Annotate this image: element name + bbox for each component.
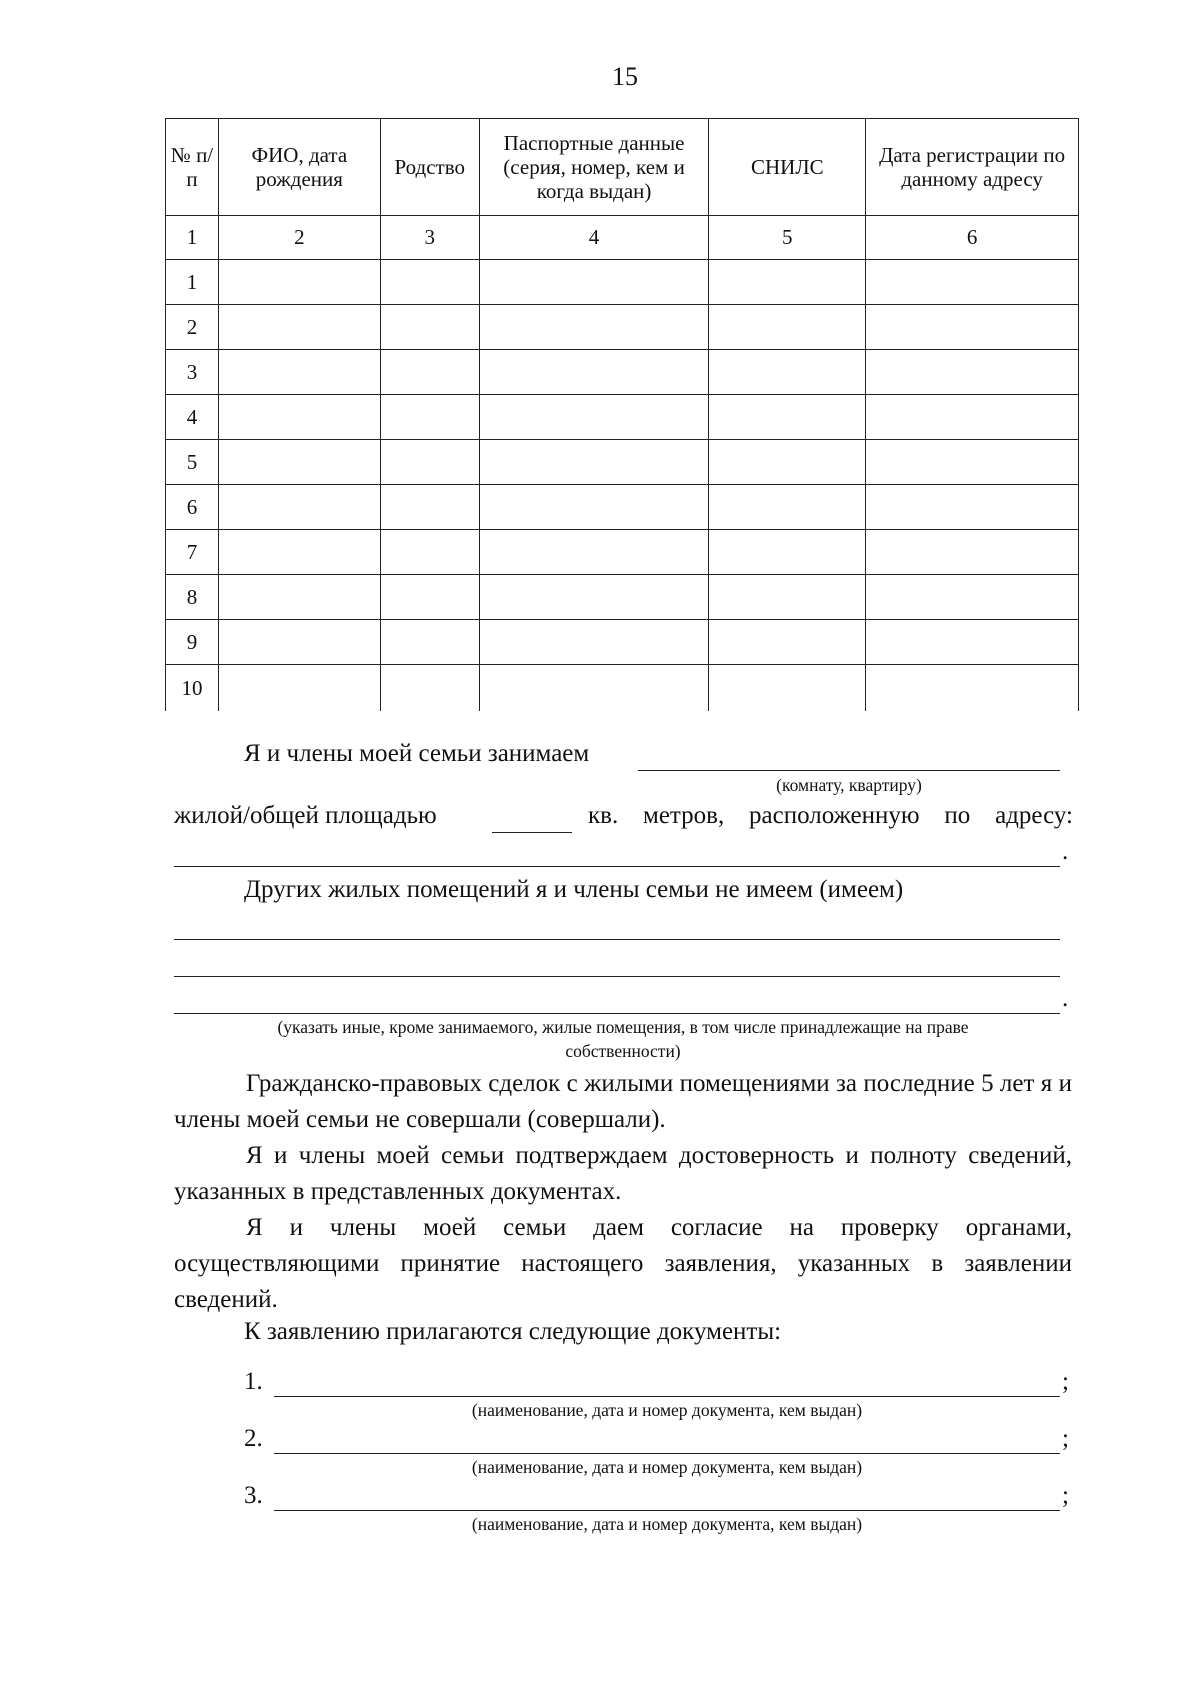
header-snils: СНИЛС xyxy=(709,119,866,216)
empty-cell[interactable] xyxy=(866,620,1079,665)
empty-cell[interactable] xyxy=(380,485,479,530)
empty-cell[interactable] xyxy=(218,350,380,395)
empty-cell[interactable] xyxy=(380,530,479,575)
table-row xyxy=(166,575,1079,620)
page-number: 15 xyxy=(612,62,638,91)
empty-cell[interactable] xyxy=(479,485,709,530)
empty-cell[interactable] xyxy=(866,305,1079,350)
empty-cell[interactable] xyxy=(218,440,380,485)
empty-cell[interactable] xyxy=(866,665,1079,712)
attachment-end-3: ; xyxy=(1062,1482,1069,1509)
occupy-hint: (комнату, квартиру) xyxy=(776,775,922,795)
row-number: 7 xyxy=(166,530,219,575)
attachment-hint-3: (наименование, дата и номер документа, кем выдан) xyxy=(471,1514,863,1534)
row-number: 10 xyxy=(166,665,219,712)
attachment-number-3: 3. xyxy=(244,1482,263,1509)
empty-cell[interactable] xyxy=(709,575,866,620)
row-number: 3 xyxy=(166,350,219,395)
row-number: 8 xyxy=(166,575,219,620)
empty-cell[interactable] xyxy=(218,260,380,305)
table-row xyxy=(166,395,1079,440)
empty-cell[interactable] xyxy=(866,530,1079,575)
table-header-row xyxy=(166,119,1079,216)
header-passport: Паспортные данные (серия, номер, кем и когда выдан) xyxy=(479,119,709,216)
address-dot: . xyxy=(1062,838,1069,865)
empty-cell[interactable] xyxy=(866,440,1079,485)
column-number: 4 xyxy=(479,216,709,260)
area-suffix: кв. метров, расположенную по адресу: xyxy=(588,802,1073,829)
empty-cell[interactable] xyxy=(479,575,709,620)
empty-cell[interactable] xyxy=(866,395,1079,440)
empty-cell[interactable] xyxy=(709,665,866,712)
empty-cell[interactable] xyxy=(479,350,709,395)
empty-cell[interactable] xyxy=(479,530,709,575)
table-row xyxy=(166,620,1079,665)
table-row xyxy=(166,440,1079,485)
table-row xyxy=(166,350,1079,395)
other-housing-line-3[interactable] xyxy=(174,1013,1060,1014)
empty-cell[interactable] xyxy=(479,665,709,712)
empty-cell[interactable] xyxy=(380,440,479,485)
attachment-line-1[interactable] xyxy=(274,1396,1060,1397)
empty-cell[interactable] xyxy=(709,260,866,305)
consent-paragraph xyxy=(174,1210,1072,1318)
header-registration-date: Дата регистрации по данному адресу xyxy=(866,119,1079,216)
column-numbers-row xyxy=(166,216,1079,260)
empty-cell[interactable] xyxy=(709,440,866,485)
row-number: 1 xyxy=(166,260,219,305)
attachment-hint-1: (наименование, дата и номер документа, кем выдан) xyxy=(471,1400,863,1420)
other-housing-line-2[interactable] xyxy=(174,976,1060,977)
row-number: 9 xyxy=(166,620,219,665)
column-number: 3 xyxy=(380,216,479,260)
table-row xyxy=(166,260,1079,305)
empty-cell[interactable] xyxy=(479,395,709,440)
family-members-table xyxy=(165,118,1079,711)
empty-cell[interactable] xyxy=(380,575,479,620)
header-fio: ФИО, дата рождения xyxy=(218,119,380,216)
empty-cell[interactable] xyxy=(866,485,1079,530)
empty-cell[interactable] xyxy=(479,440,709,485)
attachment-hint-2: (наименование, дата и номер документа, кем выдан) xyxy=(471,1457,863,1477)
empty-cell[interactable] xyxy=(218,395,380,440)
empty-cell[interactable] xyxy=(709,620,866,665)
attachment-end-2: ; xyxy=(1062,1425,1069,1452)
row-number: 5 xyxy=(166,440,219,485)
empty-cell[interactable] xyxy=(866,350,1079,395)
table-row xyxy=(166,665,1079,712)
attachment-end-1: ; xyxy=(1062,1368,1069,1395)
deals-paragraph xyxy=(174,1066,1072,1138)
attachment-number-2: 2. xyxy=(244,1425,263,1452)
occupy-blank-line[interactable] xyxy=(638,770,1060,771)
empty-cell[interactable] xyxy=(709,395,866,440)
consent-text: Я и члены моей семьи даем согласие на проверку органами, осуществляющими принятие настоящего заявления, указанных в заявлении сведений. xyxy=(174,1214,1072,1313)
empty-cell[interactable] xyxy=(709,350,866,395)
column-number: 2 xyxy=(218,216,380,260)
column-number: 6 xyxy=(866,216,1079,260)
row-number: 4 xyxy=(166,395,219,440)
header-relation: Родство xyxy=(380,119,479,216)
empty-cell[interactable] xyxy=(479,620,709,665)
empty-cell[interactable] xyxy=(218,530,380,575)
attachment-line-3[interactable] xyxy=(274,1510,1060,1511)
other-housing-line-1[interactable] xyxy=(174,939,1060,940)
column-number: 5 xyxy=(709,216,866,260)
table-row xyxy=(166,530,1079,575)
table-row xyxy=(166,305,1079,350)
confirm-text: Я и члены моей семьи подтверждаем достоверность и полноту сведений, указанных в представленных документах. xyxy=(174,1142,1072,1205)
area-prefix: жилой/общей площадью xyxy=(174,802,437,829)
empty-cell[interactable] xyxy=(218,575,380,620)
other-housing-hint-2: собственности) xyxy=(565,1041,681,1061)
empty-cell[interactable] xyxy=(866,575,1079,620)
row-number: 6 xyxy=(166,485,219,530)
empty-cell[interactable] xyxy=(479,260,709,305)
empty-cell[interactable] xyxy=(380,350,479,395)
deals-text: Гражданско-правовых сделок с жилыми помещениями за последние 5 лет я и члены моей семьи не совершали (совершали). xyxy=(174,1070,1072,1133)
empty-cell[interactable] xyxy=(709,485,866,530)
empty-cell[interactable] xyxy=(380,260,479,305)
empty-cell[interactable] xyxy=(218,305,380,350)
empty-cell[interactable] xyxy=(380,620,479,665)
attachment-number-1: 1. xyxy=(244,1368,263,1395)
empty-cell[interactable] xyxy=(380,665,479,712)
empty-cell[interactable] xyxy=(218,620,380,665)
empty-cell[interactable] xyxy=(709,530,866,575)
table-row xyxy=(166,485,1079,530)
confirm-paragraph xyxy=(174,1138,1072,1210)
header-number: № п/п xyxy=(166,119,219,216)
other-housing-dot: . xyxy=(1062,985,1069,1012)
area-blank-line[interactable] xyxy=(492,832,572,833)
column-number: 1 xyxy=(166,216,219,260)
other-housing-text: Других жилых помещений я и члены семьи не имеем (имеем) xyxy=(244,876,904,903)
attachment-line-2[interactable] xyxy=(274,1453,1060,1454)
address-blank-line[interactable] xyxy=(174,866,1060,867)
empty-cell[interactable] xyxy=(218,485,380,530)
empty-cell[interactable] xyxy=(380,305,479,350)
occupy-text: Я и члены моей семьи занимаем xyxy=(244,740,590,767)
row-number: 2 xyxy=(166,305,219,350)
empty-cell[interactable] xyxy=(218,665,380,712)
other-housing-hint-1: (указать иные, кроме занимаемого, жилые помещения, в том числе принадлежащие на праве xyxy=(277,1017,969,1037)
empty-cell[interactable] xyxy=(479,305,709,350)
empty-cell[interactable] xyxy=(866,260,1079,305)
empty-cell[interactable] xyxy=(709,305,866,350)
empty-cell[interactable] xyxy=(380,395,479,440)
attachments-intro: К заявлению прилагаются следующие документы: xyxy=(244,1318,782,1345)
